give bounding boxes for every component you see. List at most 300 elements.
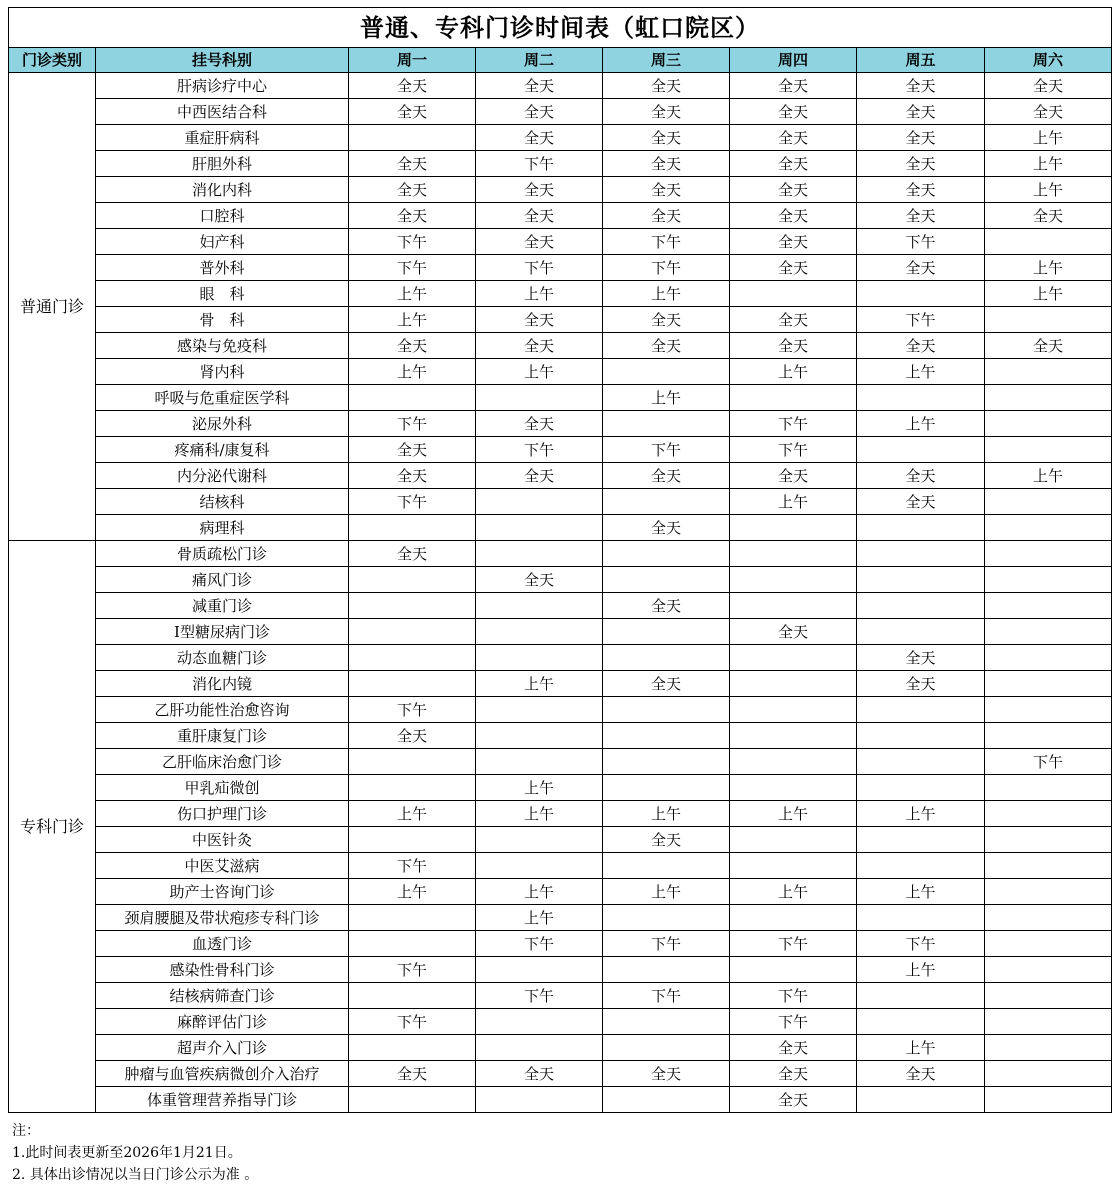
schedule-cell: 全天 <box>857 203 985 229</box>
department-cell: 结核病筛查门诊 <box>96 983 349 1009</box>
schedule-cell: 下午 <box>476 255 603 281</box>
schedule-cell: 下午 <box>603 255 730 281</box>
department-cell: 动态血糖门诊 <box>96 645 349 671</box>
schedule-cell: 下午 <box>476 151 603 177</box>
schedule-cell: 全天 <box>349 151 476 177</box>
schedule-cell: 全天 <box>349 99 476 125</box>
table-row <box>9 905 1112 931</box>
schedule-cell: 下午 <box>349 853 476 879</box>
table-row <box>9 1009 1112 1035</box>
schedule-cell: 上午 <box>730 489 857 515</box>
schedule-cell <box>857 567 985 593</box>
schedule-cell <box>985 1035 1112 1061</box>
header-day-tue: 周二 <box>476 48 603 73</box>
schedule-cell <box>730 723 857 749</box>
schedule-cell <box>603 775 730 801</box>
note-heading: 注： <box>12 1123 40 1139</box>
department-cell: 助产士咨询门诊 <box>96 879 349 905</box>
schedule-cell: 上午 <box>857 801 985 827</box>
schedule-cell: 下午 <box>857 931 985 957</box>
department-cell: 口腔科 <box>96 203 349 229</box>
schedule-cell: 下午 <box>349 1009 476 1035</box>
header-day-mon: 周一 <box>349 48 476 73</box>
schedule-cell <box>985 723 1112 749</box>
schedule-cell: 全天 <box>730 177 857 203</box>
department-cell: 妇产科 <box>96 229 349 255</box>
schedule-cell: 全天 <box>603 1061 730 1087</box>
schedule-cell: 全天 <box>730 333 857 359</box>
schedule-cell: 上午 <box>476 879 603 905</box>
schedule-cell <box>985 931 1112 957</box>
schedule-cell <box>349 619 476 645</box>
table-row <box>9 125 1112 151</box>
schedule-cell: 全天 <box>603 203 730 229</box>
schedule-cell: 上午 <box>985 177 1112 203</box>
table-row <box>9 593 1112 619</box>
schedule-cell: 全天 <box>349 333 476 359</box>
schedule-cell: 全天 <box>476 463 603 489</box>
schedule-cell: 上午 <box>857 411 985 437</box>
department-cell: 重症肝病科 <box>96 125 349 151</box>
schedule-cell: 上午 <box>985 281 1112 307</box>
schedule-cell <box>476 645 603 671</box>
schedule-cell: 下午 <box>349 411 476 437</box>
schedule-cell: 上午 <box>857 957 985 983</box>
schedule-cell <box>476 697 603 723</box>
table-row <box>9 749 1112 775</box>
schedule-cell: 全天 <box>476 73 603 99</box>
schedule-cell <box>857 749 985 775</box>
schedule-cell <box>603 957 730 983</box>
note-line: 1.此时间表更新至2026年1月21日。 <box>12 1145 242 1161</box>
department-cell: 肾内科 <box>96 359 349 385</box>
schedule-cell <box>730 567 857 593</box>
schedule-cell <box>476 723 603 749</box>
department-cell: 消化内科 <box>96 177 349 203</box>
header-department: 挂号科别 <box>96 48 349 73</box>
table-row <box>9 775 1112 801</box>
schedule-cell <box>985 853 1112 879</box>
table-row <box>9 385 1112 411</box>
note-line: 2. 具体出诊情况以当日门诊公示为准 。 <box>12 1167 259 1183</box>
schedule-cell: 全天 <box>476 203 603 229</box>
schedule-cell <box>985 645 1112 671</box>
schedule-cell <box>857 1087 985 1113</box>
schedule-cell: 全天 <box>730 151 857 177</box>
schedule-cell: 全天 <box>730 99 857 125</box>
department-cell: 痛风门诊 <box>96 567 349 593</box>
schedule-cell <box>476 1087 603 1113</box>
schedule-cell: 下午 <box>603 983 730 1009</box>
schedule-cell: 上午 <box>476 281 603 307</box>
table-row <box>9 1061 1112 1087</box>
schedule-cell: 上午 <box>985 125 1112 151</box>
schedule-cell <box>857 593 985 619</box>
department-cell: 颈肩腰腿及带状疱疹专科门诊 <box>96 905 349 931</box>
schedule-cell: 全天 <box>857 255 985 281</box>
schedule-cell <box>730 905 857 931</box>
schedule-cell <box>603 359 730 385</box>
schedule-cell: 全天 <box>476 177 603 203</box>
schedule-cell: 全天 <box>349 177 476 203</box>
schedule-cell: 上午 <box>603 385 730 411</box>
schedule-cell <box>349 775 476 801</box>
schedule-cell <box>349 905 476 931</box>
schedule-cell <box>985 619 1112 645</box>
department-cell: 中医艾滋病 <box>96 853 349 879</box>
schedule-cell: 上午 <box>857 879 985 905</box>
schedule-cell <box>730 541 857 567</box>
table-row <box>9 99 1112 125</box>
schedule-cell: 上午 <box>349 879 476 905</box>
schedule-cell <box>985 697 1112 723</box>
schedule-cell: 全天 <box>857 177 985 203</box>
schedule-cell <box>603 1087 730 1113</box>
schedule-cell <box>985 229 1112 255</box>
schedule-cell <box>603 1035 730 1061</box>
schedule-cell <box>349 983 476 1009</box>
department-cell: 病理科 <box>96 515 349 541</box>
schedule-cell <box>476 593 603 619</box>
schedule-cell <box>349 593 476 619</box>
table-row <box>9 203 1112 229</box>
schedule-cell: 全天 <box>603 671 730 697</box>
schedule-cell: 下午 <box>603 229 730 255</box>
schedule-cell <box>985 489 1112 515</box>
schedule-cell <box>603 567 730 593</box>
schedule-cell <box>730 593 857 619</box>
schedule-cell: 全天 <box>730 229 857 255</box>
schedule-cell: 上午 <box>857 359 985 385</box>
table-row <box>9 801 1112 827</box>
schedule-cell: 全天 <box>349 203 476 229</box>
schedule-cell: 上午 <box>476 359 603 385</box>
department-cell: 泌尿外科 <box>96 411 349 437</box>
schedule-cell <box>476 619 603 645</box>
schedule-cell <box>857 983 985 1009</box>
page-title: 普通、专科门诊时间表（虹口院区） <box>9 8 1112 48</box>
department-cell: 眼 科 <box>96 281 349 307</box>
schedule-cell <box>985 879 1112 905</box>
schedule-cell <box>603 697 730 723</box>
department-cell: Ⅰ型糖尿病门诊 <box>96 619 349 645</box>
table-row <box>9 437 1112 463</box>
department-cell: 骨质疏松门诊 <box>96 541 349 567</box>
table-row <box>9 515 1112 541</box>
schedule-cell: 全天 <box>603 99 730 125</box>
schedule-cell: 下午 <box>730 1009 857 1035</box>
schedule-cell: 全天 <box>476 411 603 437</box>
table-row <box>9 697 1112 723</box>
schedule-cell <box>603 619 730 645</box>
department-cell: 结核科 <box>96 489 349 515</box>
table-row <box>9 645 1112 671</box>
schedule-cell: 全天 <box>857 151 985 177</box>
schedule-cell: 全天 <box>349 463 476 489</box>
schedule-cell <box>349 671 476 697</box>
schedule-cell <box>857 905 985 931</box>
table-row <box>9 1087 1112 1113</box>
schedule-cell: 下午 <box>476 983 603 1009</box>
schedule-cell: 上午 <box>349 359 476 385</box>
schedule-cell: 上午 <box>730 879 857 905</box>
schedule-cell: 上午 <box>476 671 603 697</box>
schedule-cell <box>985 541 1112 567</box>
schedule-cell <box>985 567 1112 593</box>
schedule-cell: 上午 <box>857 1035 985 1061</box>
schedule-cell: 全天 <box>857 125 985 151</box>
schedule-cell <box>985 307 1112 333</box>
schedule-cell: 全天 <box>349 1061 476 1087</box>
department-cell: 甲乳疝微创 <box>96 775 349 801</box>
schedule-cell <box>476 827 603 853</box>
schedule-cell: 全天 <box>476 567 603 593</box>
department-cell: 中医针灸 <box>96 827 349 853</box>
schedule-cell: 上午 <box>476 801 603 827</box>
department-cell: 骨 科 <box>96 307 349 333</box>
schedule-cell: 全天 <box>603 73 730 99</box>
schedule-cell: 全天 <box>985 73 1112 99</box>
table-row <box>9 73 1112 99</box>
schedule-cell <box>985 359 1112 385</box>
table-row <box>9 281 1112 307</box>
schedule-cell: 上午 <box>349 307 476 333</box>
schedule-cell: 全天 <box>603 307 730 333</box>
department-cell: 普外科 <box>96 255 349 281</box>
schedule-cell <box>730 827 857 853</box>
schedule-cell: 全天 <box>603 515 730 541</box>
table-row <box>9 619 1112 645</box>
schedule-cell <box>985 957 1112 983</box>
schedule-cell <box>985 671 1112 697</box>
table-row <box>9 957 1112 983</box>
schedule-cell <box>603 853 730 879</box>
schedule-cell <box>476 385 603 411</box>
schedule-cell: 下午 <box>349 255 476 281</box>
schedule-cell: 全天 <box>603 125 730 151</box>
schedule-cell <box>476 749 603 775</box>
schedule-cell: 全天 <box>349 723 476 749</box>
table-row <box>9 671 1112 697</box>
schedule-cell <box>349 125 476 151</box>
schedule-cell <box>730 853 857 879</box>
schedule-cell <box>349 1087 476 1113</box>
department-cell: 乙肝功能性治愈咨询 <box>96 697 349 723</box>
schedule-cell: 下午 <box>476 931 603 957</box>
table-row <box>9 1035 1112 1061</box>
schedule-cell <box>730 281 857 307</box>
schedule-cell <box>985 905 1112 931</box>
schedule-cell <box>730 645 857 671</box>
schedule-cell: 全天 <box>857 99 985 125</box>
schedule-cell: 全天 <box>730 255 857 281</box>
schedule-cell: 全天 <box>857 333 985 359</box>
schedule-cell: 全天 <box>349 541 476 567</box>
schedule-cell <box>603 1009 730 1035</box>
table-row <box>9 853 1112 879</box>
schedule-cell <box>603 411 730 437</box>
schedule-cell: 全天 <box>476 1061 603 1087</box>
department-cell: 伤口护理门诊 <box>96 801 349 827</box>
department-cell: 肝病诊疗中心 <box>96 73 349 99</box>
department-cell: 体重管理营养指导门诊 <box>96 1087 349 1113</box>
table-row <box>9 827 1112 853</box>
schedule-cell: 全天 <box>730 73 857 99</box>
department-cell: 消化内镜 <box>96 671 349 697</box>
schedule-cell <box>730 515 857 541</box>
department-cell: 超声介入门诊 <box>96 1035 349 1061</box>
schedule-cell: 全天 <box>476 125 603 151</box>
table-row <box>9 151 1112 177</box>
schedule-cell: 下午 <box>730 437 857 463</box>
department-cell: 血透门诊 <box>96 931 349 957</box>
schedule-cell: 下午 <box>349 697 476 723</box>
schedule-cell: 全天 <box>730 307 857 333</box>
schedule-cell <box>349 567 476 593</box>
department-cell: 疼痛科/康复科 <box>96 437 349 463</box>
table-row <box>9 879 1112 905</box>
footnotes <box>12 1120 258 1186</box>
table-row <box>9 359 1112 385</box>
schedule-cell <box>857 437 985 463</box>
schedule-cell <box>985 983 1112 1009</box>
schedule-cell <box>476 1009 603 1035</box>
schedule-cell <box>857 1009 985 1035</box>
department-cell: 麻醉评估门诊 <box>96 1009 349 1035</box>
schedule-cell <box>857 541 985 567</box>
schedule-cell <box>349 645 476 671</box>
schedule-cell <box>857 619 985 645</box>
header-day-sat: 周六 <box>985 48 1112 73</box>
schedule-cell <box>985 593 1112 619</box>
schedule-cell: 全天 <box>730 463 857 489</box>
schedule-cell <box>349 1035 476 1061</box>
schedule-cell <box>857 515 985 541</box>
table-row <box>9 931 1112 957</box>
schedule-cell: 全天 <box>603 593 730 619</box>
schedule-cell: 全天 <box>603 151 730 177</box>
schedule-cell: 下午 <box>603 931 730 957</box>
category-cell: 专科门诊 <box>9 541 96 1113</box>
schedule-cell: 上午 <box>985 151 1112 177</box>
table-row <box>9 489 1112 515</box>
schedule-cell <box>603 723 730 749</box>
schedule-cell <box>730 671 857 697</box>
schedule-cell <box>985 385 1112 411</box>
schedule-cell <box>985 1061 1112 1087</box>
schedule-cell: 上午 <box>476 775 603 801</box>
schedule-table <box>8 7 1112 1113</box>
department-cell: 减重门诊 <box>96 593 349 619</box>
schedule-cell <box>476 515 603 541</box>
schedule-cell: 全天 <box>857 463 985 489</box>
header-day-fri: 周五 <box>857 48 985 73</box>
department-cell: 乙肝临床治愈门诊 <box>96 749 349 775</box>
schedule-cell: 全天 <box>476 307 603 333</box>
category-cell: 普通门诊 <box>9 73 96 541</box>
schedule-cell: 下午 <box>730 931 857 957</box>
schedule-cell: 下午 <box>349 957 476 983</box>
schedule-cell <box>730 697 857 723</box>
department-cell: 中西医结合科 <box>96 99 349 125</box>
header-row <box>9 48 1112 73</box>
schedule-cell: 上午 <box>985 463 1112 489</box>
schedule-cell: 全天 <box>603 333 730 359</box>
schedule-cell: 下午 <box>349 489 476 515</box>
schedule-cell <box>603 541 730 567</box>
schedule-cell: 全天 <box>603 463 730 489</box>
schedule-cell <box>349 515 476 541</box>
schedule-cell: 下午 <box>985 749 1112 775</box>
schedule-cell: 上午 <box>730 801 857 827</box>
schedule-cell <box>985 515 1112 541</box>
schedule-cell <box>476 957 603 983</box>
table-row <box>9 723 1112 749</box>
schedule-cell: 上午 <box>349 281 476 307</box>
schedule-cell: 全天 <box>730 203 857 229</box>
schedule-cell: 全天 <box>857 671 985 697</box>
schedule-cell: 下午 <box>857 229 985 255</box>
table-row <box>9 463 1112 489</box>
schedule-cell: 全天 <box>730 619 857 645</box>
department-cell: 肿瘤与血管疾病微创介入治疗 <box>96 1061 349 1087</box>
department-cell: 内分泌代谢科 <box>96 463 349 489</box>
schedule-cell <box>730 775 857 801</box>
schedule-cell <box>476 1035 603 1061</box>
schedule-cell: 下午 <box>349 229 476 255</box>
schedule-cell <box>985 1087 1112 1113</box>
schedule-cell <box>857 385 985 411</box>
table-row <box>9 255 1112 281</box>
schedule-cell <box>985 801 1112 827</box>
schedule-cell <box>476 853 603 879</box>
schedule-cell: 全天 <box>730 125 857 151</box>
schedule-cell <box>476 489 603 515</box>
schedule-cell: 全天 <box>476 333 603 359</box>
schedule-cell <box>857 723 985 749</box>
schedule-cell: 全天 <box>985 99 1112 125</box>
schedule-cell <box>857 853 985 879</box>
schedule-cell <box>730 749 857 775</box>
schedule-cell: 全天 <box>857 1061 985 1087</box>
schedule-cell <box>603 489 730 515</box>
schedule-cell <box>730 385 857 411</box>
schedule-cell <box>985 827 1112 853</box>
schedule-cell <box>857 697 985 723</box>
schedule-cell: 下午 <box>603 437 730 463</box>
department-cell: 呼吸与危重症医学科 <box>96 385 349 411</box>
department-cell: 重肝康复门诊 <box>96 723 349 749</box>
table-row <box>9 411 1112 437</box>
schedule-cell <box>349 827 476 853</box>
header-category: 门诊类别 <box>9 48 96 73</box>
schedule-cell: 全天 <box>730 1087 857 1113</box>
table-row <box>9 983 1112 1009</box>
schedule-cell: 全天 <box>476 229 603 255</box>
header-day-wed: 周三 <box>603 48 730 73</box>
schedule-cell <box>603 645 730 671</box>
schedule-cell: 上午 <box>476 905 603 931</box>
schedule-cell: 全天 <box>349 437 476 463</box>
schedule-cell: 全天 <box>603 827 730 853</box>
schedule-cell <box>349 931 476 957</box>
table-row <box>9 229 1112 255</box>
schedule-cell: 全天 <box>476 99 603 125</box>
schedule-cell <box>857 281 985 307</box>
schedule-cell <box>857 827 985 853</box>
department-cell: 肝胆外科 <box>96 151 349 177</box>
table-row <box>9 177 1112 203</box>
